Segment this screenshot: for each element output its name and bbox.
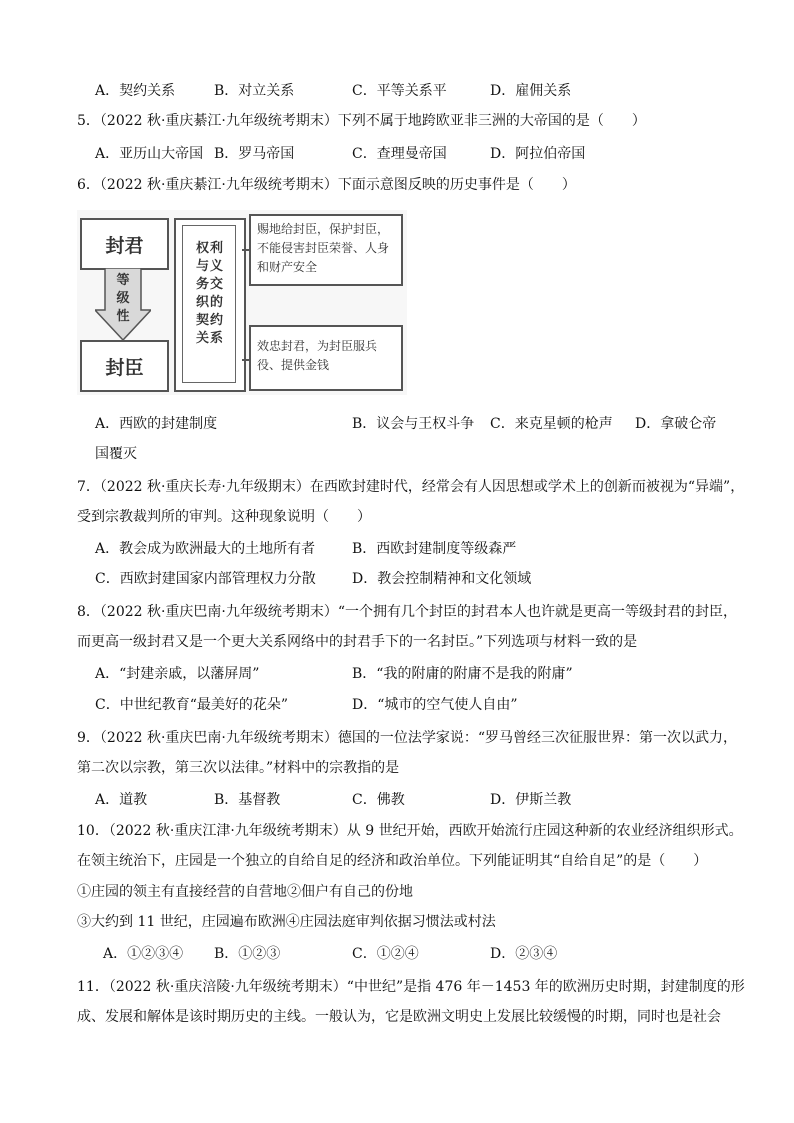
- q10-stem-line1: 10．（2022 秋·重庆江津·九年级统考期末）从 9 世纪开始，西欧开始流行庄园这种新的农业经济组织形式。: [77, 823, 743, 839]
- q5-option-d: D．阿拉伯帝国: [490, 146, 586, 162]
- q4-option-a: A．契约关系: [95, 83, 176, 99]
- q10-option-d: D．②③④: [490, 946, 558, 962]
- q5-option-b: B．罗马帝国: [214, 146, 295, 162]
- diagram-vassal-label: 封臣: [105, 356, 144, 379]
- diagram-vassal-duty-box: [249, 325, 403, 391]
- q9-option-c: C．佛教: [352, 792, 405, 808]
- q9-stem-line2: 第二次以宗教，第三次以法律。”材料中的宗教指的是: [77, 760, 400, 776]
- diagram-relation-box: [174, 218, 246, 392]
- q4-option-b: B．对立关系: [214, 83, 295, 99]
- q8-stem-line1: 8．（2022 秋·重庆巴南·九年级统考期末）“一个拥有几个封臣的封君本人也许就是更高一等级封君的封臣，: [77, 604, 738, 620]
- q6-stem: 6．（2022 秋·重庆綦江·九年级统考期末）下面示意图反映的历史事件是（ ）: [77, 177, 576, 193]
- q8-stem-line2: 而更高一级封君又是一个更大关系网络中的封君手下的一名封臣。”下列选项与材料一致的是: [77, 634, 638, 650]
- feudal-relationship-diagram: [77, 210, 407, 395]
- q5-stem: 5．（2022 秋·重庆綦江·九年级统考期末）下列不属于地跨欧亚非三洲的大帝国的是（ ）: [77, 113, 646, 129]
- diagram-lord-label: 封君: [105, 234, 144, 257]
- q6-option-d: D．拿破仑帝: [635, 416, 717, 432]
- q10-stem-line2: 在领主统治下，庄园是一个独立的自给自足的经济和政治单位。下列能证明其“自给自足”的是（ ）: [77, 853, 708, 869]
- hierarchy-char: 等: [116, 273, 130, 288]
- q7-option-d: D．教会控制精神和文化领域: [352, 571, 532, 587]
- q10-item-line2: ③大约到 11 世纪，庄园遍布欧洲④庄园法庭审判依据习惯法或村法: [77, 914, 496, 930]
- q7-option-c: C．西欧封建国家内部管理权力分散: [95, 571, 316, 587]
- q8-option-c: C．中世纪教育“最美好的花朵”: [95, 697, 289, 713]
- q11-stem-line2: 成、发展和解体是该时期历史的主线。一般认为，它是欧洲文明史上发展比较缓慢的时期，同时也是社会: [77, 1009, 721, 1025]
- q4-option-c: C．平等关系平: [352, 83, 447, 99]
- q8-option-d: D．“城市的空气使人自由”: [352, 697, 518, 713]
- diagram-lord-duty-text: 赐地给封臣，保护封臣，不能侵害封臣荣誉、人身和财产安全: [257, 222, 390, 274]
- q7-stem-line2: 受到宗教裁判所的审判。这种现象说明（ ）: [77, 509, 371, 525]
- q9-option-b: B．基督教: [214, 792, 281, 808]
- diagram-vassal-duty-text: 效忠封君，为封臣服兵役、提供金钱: [257, 339, 378, 372]
- diagram-relation-label: 权利 与义 务交 织的 契约 关系: [195, 241, 225, 346]
- q8-option-b: B．“我的附庸的附庸不是我的附庸”: [352, 666, 573, 682]
- q4-option-d: D．雇佣关系: [490, 83, 572, 99]
- diagram-hierarchy-label: [113, 272, 133, 326]
- q8-option-a: A．“封建亲戚，以藩屏周”: [95, 666, 260, 682]
- q10-item-line1: ①庄园的领主有直接经营的自营地②佃户有自己的份地: [77, 884, 413, 900]
- q9-option-a: A．道教: [95, 792, 148, 808]
- q10-option-a: A．①②③④: [103, 946, 184, 962]
- diagram-lord-box: [80, 218, 169, 270]
- q10-option-c: C．①②④: [352, 946, 419, 962]
- q6-option-b: B．议会与王权斗争: [352, 416, 475, 432]
- q5-option-c: C．查理曼帝国: [352, 146, 447, 162]
- q7-option-b: B．西欧封建制度等级森严: [352, 541, 517, 557]
- q7-option-a: A．教会成为欧洲最大的土地所有者: [95, 541, 316, 557]
- diagram-lord-duty-box: [249, 214, 403, 286]
- q9-option-d: D．伊斯兰教: [490, 792, 572, 808]
- hierarchy-char: 性: [116, 309, 130, 324]
- diagram-vassal-box: [80, 340, 169, 392]
- q7-stem-line1: 7．（2022 秋·重庆长寿·九年级期末）在西欧封建时代，经常会有人因思想或学术上的创新而被视为“异端”，: [77, 479, 745, 495]
- q6-option-c: C．来克星顿的枪声: [490, 416, 613, 432]
- q10-option-b: B．①②③: [214, 946, 281, 962]
- q5-option-a: A．亚历山大帝国: [95, 146, 204, 162]
- q11-stem-line1: 11．（2022 秋·重庆涪陵·九年级统考期末）“中世纪”是指 476 年－1453 年的欧洲历史时期，封建制度的形: [77, 979, 745, 995]
- q6-option-a: A．西欧的封建制度: [95, 416, 218, 432]
- q6-option-d-wrap: 国覆灭: [95, 446, 137, 462]
- q9-stem-line1: 9．（2022 秋·重庆巴南·九年级统考期末）德国的一位法学家说：“罗马曾经三次征服世界：第一次以武力，: [77, 730, 738, 746]
- hierarchy-char: 级: [116, 291, 130, 306]
